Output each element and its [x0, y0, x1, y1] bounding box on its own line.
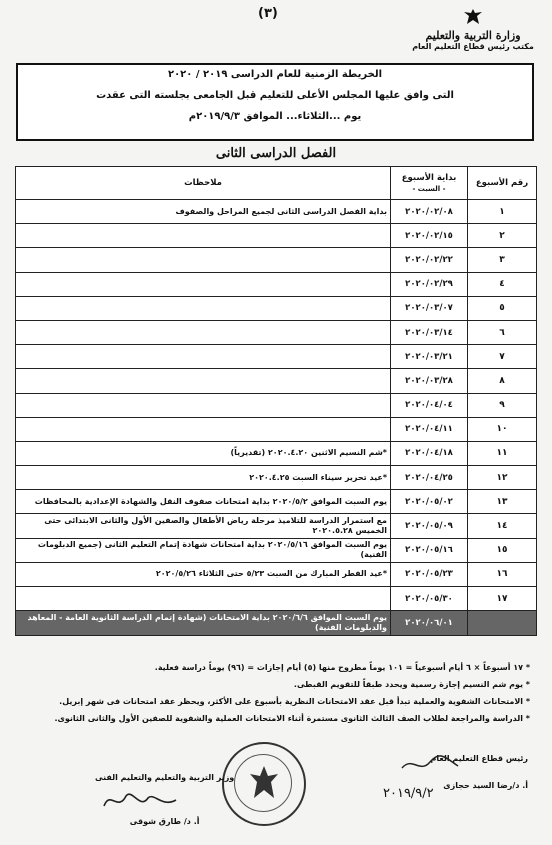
week-start: ٢٠٢٠/٠٤/٠٤ — [391, 393, 468, 417]
seal-eagle-icon — [224, 744, 304, 824]
col-start-header — [391, 167, 468, 200]
week-start: ٢٠٢٠/٠٥/٠٩ — [391, 514, 468, 538]
week-note: يوم السبت الموافق ٢٠٢٠/٥/١٦ بداية امتحانات شهادة إتمام التعليم الثانى (جميع الدبلومات الفنية) — [16, 538, 391, 562]
table-row — [16, 490, 537, 514]
col-notes-header: ملاحظات — [16, 167, 391, 200]
calendar-table — [15, 166, 537, 636]
week-number: ١٣ — [468, 490, 537, 514]
note-item: * الامتحانات الشفوية والعملية تبدأ قبل عقد الامتحانات النظرية بأسبوع على الأكثر، ويحظر عقد امتحانات فى شهر إبريل. — [59, 697, 530, 706]
week-note — [16, 224, 391, 248]
week-start: ٢٠٢٠/٠٥/٣٠ — [391, 587, 468, 611]
section-title: الفصل الدراسى الثانى — [215, 146, 337, 161]
header-line-1: الخريطة الزمنية للعام الدراسى ٢٠١٩ / ٢٠٢٠ — [167, 69, 383, 80]
table-row — [16, 514, 537, 538]
week-start: ٢٠٢٠/٠٣/٢٨ — [391, 369, 468, 393]
table-row — [16, 562, 537, 586]
week-number: ٤ — [468, 272, 537, 296]
signature-date: ٢٠١٩/٩/٢ — [383, 786, 434, 801]
week-number: ١٥ — [468, 538, 537, 562]
week-start: ٢٠٢٠/٠٣/٠٧ — [391, 296, 468, 320]
week-number: ١١ — [468, 441, 537, 465]
signatory-title: رئيس قطاع التعليم العام — [430, 754, 528, 763]
ministry-logo — [408, 8, 538, 51]
week-start: ٢٠٢٠/٠٢/٢٩ — [391, 272, 468, 296]
week-note: مع استمرار الدراسة للتلاميذ مرحلة رياض الأطفال والصفين الأول والثانى الابتدائى حتى الخميس ٢٠٢٠.٥.٢٨ — [16, 514, 391, 538]
table-row — [16, 345, 537, 369]
week-start: ٢٠٢٠/٠٤/١١ — [391, 417, 468, 441]
week-note: *عيد الفطر المبارك من السبت ٥/٢٣ حتى الثلاثاء ٢٠٢٠/٥/٢٦ — [16, 562, 391, 586]
week-number: ٥ — [468, 296, 537, 320]
header-line-2: التى وافق عليها المجلس الأعلى للتعليم قبل الجامعى بجلسته التى عقدت — [96, 90, 454, 101]
note-item: * يوم شم النسيم إجازة رسمية ويحدد طبقاً للتقويم القبطى. — [293, 680, 530, 689]
table-row — [16, 369, 537, 393]
week-note — [16, 587, 391, 611]
week-note — [16, 296, 391, 320]
week-number: ٢ — [468, 224, 537, 248]
table-row — [16, 320, 537, 344]
header-line-3: يوم ...الثلاثاء... الموافق ٢٠١٩/٩/٣م — [188, 111, 362, 122]
page-number: (٣) — [258, 6, 278, 21]
week-note — [16, 417, 391, 441]
week-note — [16, 369, 391, 393]
week-start: ٢٠٢٠/٠٥/٠٢ — [391, 490, 468, 514]
week-start: ٢٠٢٠/٠٥/١٦ — [391, 538, 468, 562]
table-row — [16, 538, 537, 562]
note-item: * ١٧ أسبوعاً × ٦ أيام أسبوعياً = ١٠١ يوماً مطروح منها (٥) أيام إجازات = (٩٦) يوماً دراسة فعلية. — [154, 663, 530, 672]
col-start-label: بداية الأسبوع — [401, 173, 457, 183]
table-row — [16, 466, 537, 490]
week-note — [16, 248, 391, 272]
table-row — [16, 200, 537, 224]
week-number: ١٠ — [468, 417, 537, 441]
table-row — [16, 417, 537, 441]
week-number: ١ — [468, 200, 537, 224]
table-row — [16, 393, 537, 417]
signatory-name: أ. د/ طارق شوقى — [129, 817, 200, 826]
signatory-name: أ. د/رضا السيد حجازى — [443, 781, 528, 790]
week-number: ١٦ — [468, 562, 537, 586]
week-start: ٢٠٢٠/٠٢/٠٨ — [391, 200, 468, 224]
week-number: ٩ — [468, 393, 537, 417]
week-note — [16, 345, 391, 369]
calendar-body — [16, 200, 537, 636]
week-start: ٢٠٢٠/٠٤/١٨ — [391, 441, 468, 465]
week-note — [16, 393, 391, 417]
week-start: ٢٠٢٠/٠٣/١٤ — [391, 320, 468, 344]
week-number: ٣ — [468, 248, 537, 272]
week-number: ١٧ — [468, 587, 537, 611]
table-row-final — [16, 611, 537, 636]
week-start: ٢٠٢٠/٠٢/٢٢ — [391, 248, 468, 272]
table-row — [16, 248, 537, 272]
table-row — [16, 441, 537, 465]
handwritten-signature-icon — [100, 788, 180, 814]
week-note: *شم النسيم الاثنين ٢٠٢٠.٤.٢٠ (تقديرياً) — [16, 441, 391, 465]
table-row — [16, 296, 537, 320]
week-start: ٢٠٢٠/٠٣/٢١ — [391, 345, 468, 369]
table-row — [16, 224, 537, 248]
week-number — [468, 611, 537, 636]
header-box — [16, 63, 534, 141]
table-row — [16, 272, 537, 296]
table-row — [16, 587, 537, 611]
week-start: ٢٠٢٠/٠٤/٢٥ — [391, 466, 468, 490]
col-start-sub: - السبت - — [412, 185, 446, 193]
eagle-emblem-icon — [408, 8, 538, 29]
notes-list — [20, 662, 530, 730]
week-number: ٦ — [468, 320, 537, 344]
week-number: ٧ — [468, 345, 537, 369]
week-start: ٢٠٢٠/٠٦/٠١ — [391, 611, 468, 636]
week-number: ١٢ — [468, 466, 537, 490]
handwritten-signature-icon — [400, 752, 460, 776]
note-item: * الدراسة والمراجعة لطلاب الصف الثالث الثانوى مستمرة أثناء الامتحانات العملية والشفوية للصفين الأول والثانى الثانوى. — [54, 714, 530, 723]
signatory-title: وزير التربية والتعليم والتعليم الفنى — [95, 773, 235, 782]
week-number: ٨ — [468, 369, 537, 393]
col-week-header: رقم الأسبوع — [468, 167, 537, 200]
ministry-office: مكتب رئيس قطاع التعليم العام — [412, 42, 534, 51]
week-note: بداية الفصل الدراسى الثانى لجميع المراحل والصفوف — [16, 200, 391, 224]
week-start: ٢٠٢٠/٠٢/١٥ — [391, 224, 468, 248]
week-number: ١٤ — [468, 514, 537, 538]
week-note: يوم السبت الموافق ٢٠٢٠/٥/٢ بداية امتحانات صفوف النقل والشهادة الإعدادية بالمحافظات — [16, 490, 391, 514]
ministry-name: وزارة التربية والتعليم — [425, 29, 521, 42]
week-note: *عيد تحرير سيناء السبت ٢٠٢٠.٤.٢٥ — [16, 466, 391, 490]
official-seal-icon — [222, 742, 306, 826]
week-start: ٢٠٢٠/٠٥/٢٣ — [391, 562, 468, 586]
week-note — [16, 272, 391, 296]
week-note — [16, 320, 391, 344]
week-note: يوم السبت الموافق ٢٠٢٠/٦/٦ بداية الامتحانات (شهادة إتمام الدراسة الثانوية العامة - المعاهد والدبلومات الفنية) — [16, 611, 391, 636]
